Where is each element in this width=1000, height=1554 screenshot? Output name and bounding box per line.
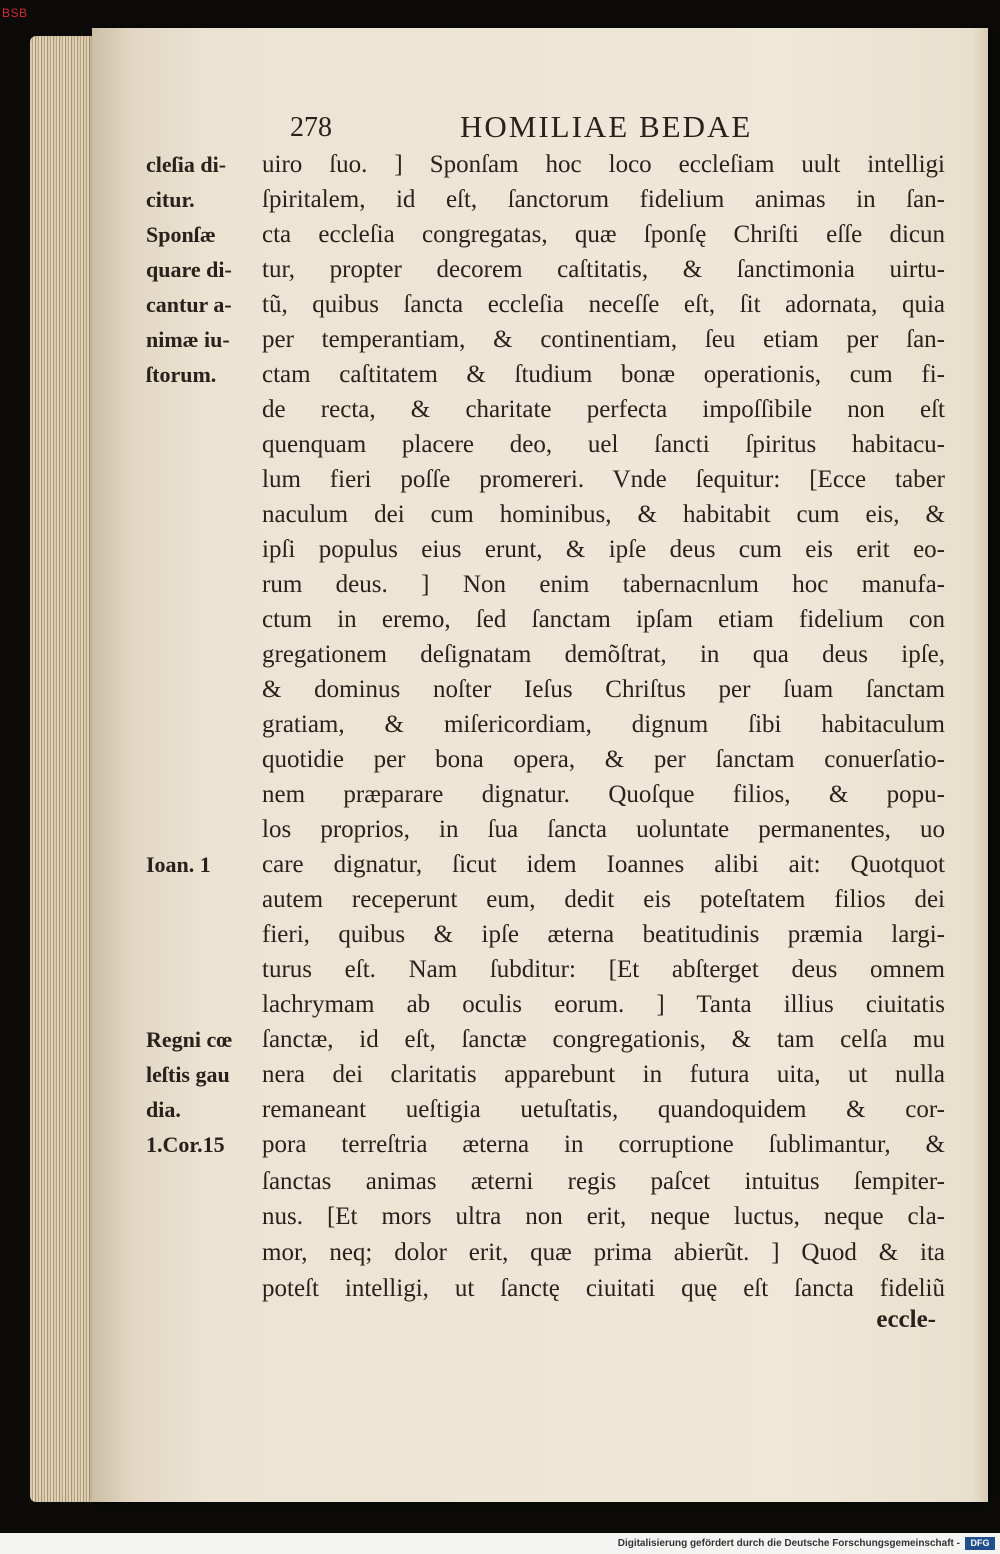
line-text: rum deus. ] Non enim tabernacnlum hoc manufa- [262, 571, 945, 598]
margin-note: quare di- [146, 257, 232, 282]
margin-note: Regni cœ [146, 1027, 233, 1052]
text-line [0, 917, 1000, 952]
text-line [0, 252, 1000, 287]
line-text: quotidie per bona opera, & per ſanctam conuerſatio- [262, 746, 945, 773]
margin-note: Sponſæ [146, 222, 216, 247]
text-line [0, 707, 1000, 742]
line-text: nus. [Et mors ultra non erit, neque luctus, neque cla- [262, 1203, 945, 1230]
line-text: tũ, quibus ſancta eccleſia neceſſe eſt, ſit adornata, quia [262, 291, 945, 318]
catchword: eccle- [876, 1306, 936, 1333]
margin-note: 1.Cor.15 [146, 1132, 225, 1157]
text-line [0, 1271, 1000, 1306]
text-line [0, 637, 1000, 672]
text-line [0, 777, 1000, 812]
line-text: nem præparare dignatur. Quoſque filios, & popu- [262, 781, 945, 808]
digitization-footer [0, 1533, 1000, 1554]
text-line [0, 462, 1000, 497]
text-line [0, 882, 1000, 917]
line-text: ctam caſtitatem & ſtudium bonæ operationis, cum fi- [262, 361, 945, 388]
text-line [0, 182, 1000, 217]
margin-note: cleſia di- [146, 152, 227, 177]
line-text: poteſt intelligi, ut ſanctę ciuitati quę eſt ſancta fideliũ [262, 1275, 945, 1302]
margin-note: leſtis gau [146, 1062, 230, 1087]
text-line [0, 427, 1000, 462]
text-line [0, 1057, 1000, 1092]
line-text: tur, propter decorem caſtitatis, & ſanctimonia uirtu- [262, 256, 945, 283]
text-line [0, 322, 1000, 357]
text-line [0, 1022, 1000, 1057]
line-text: per temperantiam, & continentiam, ſeu etiam per ſan- [262, 326, 945, 353]
margin-note: ſtorum. [146, 362, 217, 387]
running-title: HOMILIAE BEDAE [460, 109, 753, 144]
text-line [0, 1235, 1000, 1270]
margin-note: dia. [146, 1097, 181, 1122]
line-text: ſanctas animas æterni regis paſcet intuitus ſempiter- [262, 1168, 945, 1195]
text-line [0, 392, 1000, 427]
line-text: ſpiritalem, id eſt, ſanctorum fidelium animas in ſan- [262, 186, 945, 213]
line-text: remaneant ueſtigia uetuſtatis, quandoquidem & cor- [262, 1096, 945, 1123]
text-line [0, 217, 1000, 252]
funding-credit: Digitalisierung gefördert durch die Deutsche Forschungsgemeinschaft - [617, 1538, 960, 1549]
text-line [0, 1164, 1000, 1199]
margin-note: citur. [146, 187, 195, 212]
text-line [0, 1199, 1000, 1234]
line-text: lum fieri poſſe promereri. Vnde ſequitur: [Ecce taber [262, 466, 945, 493]
text-line [0, 672, 1000, 707]
text-line [0, 847, 1000, 882]
text-line [0, 567, 1000, 602]
line-text: cta eccleſia congregatas, quæ ſponſę Chriſti eſſe dicun [262, 221, 945, 248]
line-text: mor, neq; dolor erit, quæ prima abierũt. ] Quod & ita [262, 1239, 945, 1266]
library-watermark: BSB [2, 6, 28, 20]
line-text: de recta, & charitate perfecta impoſſibile non eſt [262, 396, 945, 423]
margin-note: nimæ iu- [146, 327, 230, 352]
text-line [0, 812, 1000, 847]
margin-note: Ioan. 1 [146, 852, 211, 877]
text-line [0, 987, 1000, 1022]
line-text: & dominus noſter Ieſus Chriſtus per ſuam ſanctam [262, 676, 945, 703]
line-text: los proprios, in ſua ſancta uoluntate permanentes, uo [262, 816, 945, 843]
line-text: care dignatur, ſicut idem Ioannes alibi ait: Quotquot [262, 851, 945, 878]
line-text: fieri, quibus & ipſe æterna beatitudinis præmia largi- [262, 921, 945, 948]
line-text: uiro ſuo. ] Sponſam hoc loco eccleſiam uult intelligi [262, 151, 945, 178]
text-line [0, 952, 1000, 987]
dfg-logo-icon: DFG [965, 1537, 995, 1550]
line-text: quenquam placere deo, uel ſancti ſpiritus habitacu- [262, 431, 945, 458]
line-text: naculum dei cum hominibus, & habitabit cum eis, & [262, 501, 945, 528]
text-line [0, 1092, 1000, 1127]
text-line [0, 742, 1000, 777]
line-text: autem receperunt eum, dedit eis poteſtatem filios dei [262, 886, 945, 913]
text-line [0, 602, 1000, 637]
text-line [0, 497, 1000, 532]
text-line [0, 1127, 1000, 1162]
line-text: turus eſt. Nam ſubditur: [Et abſterget deus omnem [262, 956, 945, 983]
line-text: ſanctæ, id eſt, ſanctæ congregationis, & tam celſa mu [262, 1026, 945, 1053]
line-text: lachrymam ab oculis eorum. ] Tanta illius ciuitatis [262, 991, 945, 1018]
page-number: 278 [290, 112, 332, 143]
line-text: gregationem deſignatam demõſtrat, in qua deus ipſe, [262, 641, 945, 668]
text-line [0, 287, 1000, 322]
line-text: ipſi populus eius erunt, & ipſe deus cum eis erit eo- [262, 536, 945, 563]
line-text: pora terreſtria æterna in corruptione ſublimantur, & [262, 1131, 945, 1158]
text-line [0, 147, 1000, 182]
margin-note: cantur a- [146, 292, 232, 317]
line-text: nera dei claritatis apparebunt in futura uita, ut nulla [262, 1061, 945, 1088]
text-line [0, 357, 1000, 392]
text-line [0, 532, 1000, 567]
line-text: ctum in eremo, ſed ſanctam ipſam etiam fidelium con [262, 606, 945, 633]
line-text: gratiam, & miſericordiam, dignum ſibi habitaculum [262, 711, 945, 738]
